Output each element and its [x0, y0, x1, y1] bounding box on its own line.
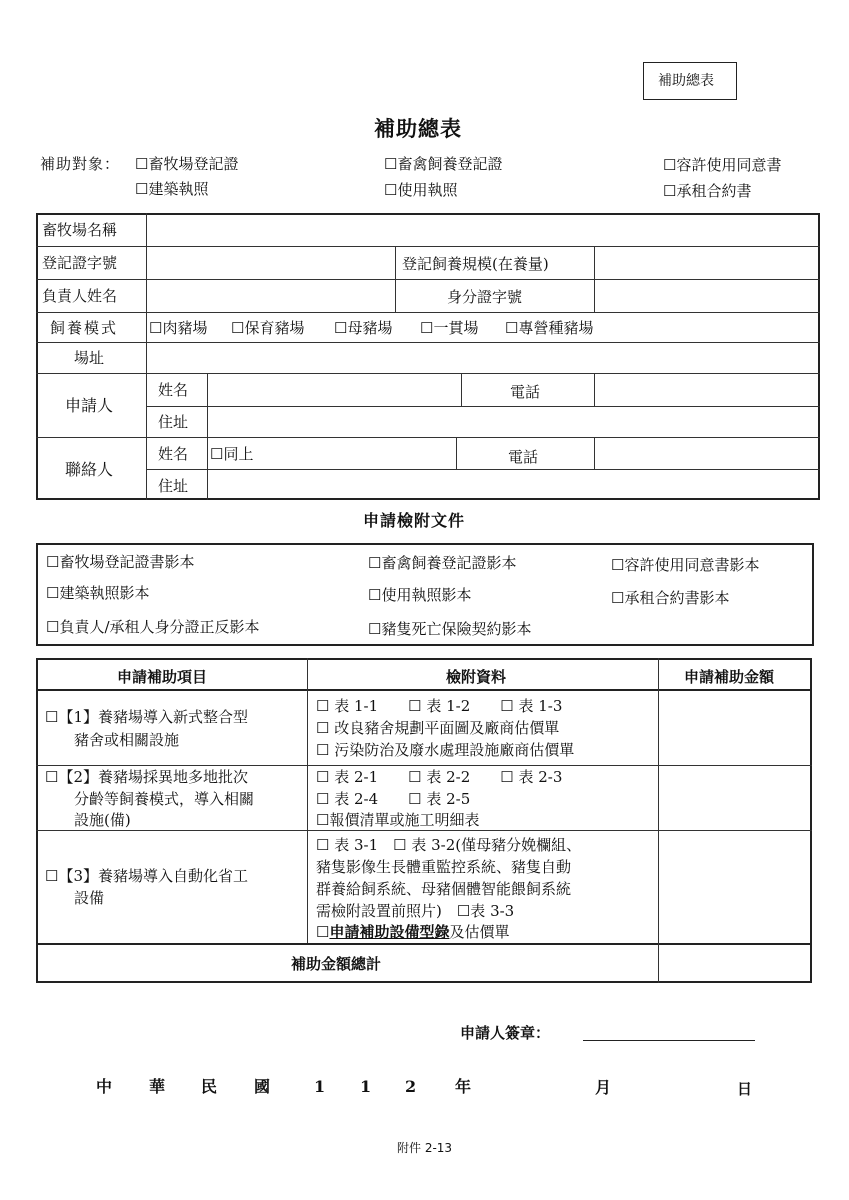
same-as-above-label: 同上	[223, 445, 254, 463]
option-label: 容許使用同意書	[676, 156, 782, 174]
item-text: 【1】養豬場導入新式整合型	[58, 708, 248, 726]
item-text: 【2】養豬場採異地多地批次	[58, 768, 248, 786]
date-char: 華	[149, 1077, 166, 1096]
doc-line[interactable]: ☐ 改良豬舍規劃平面圖及廠商估價單	[316, 719, 560, 737]
contact-phone-label: 電話	[508, 448, 539, 466]
checkbox-attach-farm-cert[interactable]	[46, 553, 194, 571]
id-no-field[interactable]	[596, 281, 818, 311]
owner-label: 負責人姓名	[42, 287, 118, 305]
checkbox-target-use-license[interactable]	[384, 181, 457, 199]
total-label: 補助金額總計	[291, 955, 382, 973]
header-subsidy-item: 申請補助項目	[117, 668, 208, 686]
contact-addr-label: 住址	[158, 477, 189, 495]
mode-option-label: 專營種豬場	[518, 319, 594, 337]
date-day-label: 日	[737, 1080, 753, 1098]
option-label: 畜禽飼養登記證	[397, 155, 503, 173]
form-tag-box	[643, 62, 737, 100]
doc-line[interactable]: ☐ 污染防治及廢水處理設施廠商估價單	[316, 741, 575, 759]
address-label: 場址	[74, 349, 105, 367]
checkbox-mode-breeding[interactable]	[505, 319, 593, 337]
option-label: 畜牧場登記證	[148, 155, 239, 173]
scale-field[interactable]	[596, 248, 818, 278]
doc-line: 豬隻影像生長體重監控系統、豬隻自動	[316, 858, 572, 876]
subsidy-target-label: 補助對象：	[40, 155, 121, 173]
applicant-phone-field[interactable]	[596, 375, 818, 405]
attach-label: 畜牧場登記證書影本	[59, 553, 195, 571]
page-footer: 附件 2-13	[397, 1141, 453, 1155]
mode-label: 飼養模式	[50, 319, 119, 337]
form-tag-label: 補助總表	[658, 73, 714, 89]
applicant-label: 申請人	[65, 396, 114, 415]
scale-label: 登記飼養規模(在養量)	[402, 255, 549, 273]
applicant-name-label: 姓名	[158, 381, 189, 399]
item-text-cont: 分齡等飼養模式，導入相關	[74, 790, 255, 808]
header-subsidy-amount: 申請補助金額	[684, 668, 775, 686]
attachments-heading: 申請檢附文件	[363, 511, 466, 530]
item-text-cont: 設施(備)	[74, 811, 131, 829]
checkbox-same-as-above[interactable]	[210, 445, 253, 463]
attach-label: 負責人/承租人身分證正反影本	[59, 618, 260, 636]
doc-line[interactable]: ☐ 表 2-1 ☐ 表 2-2 ☐ 表 2-3	[316, 768, 563, 786]
checkbox-target-livestock-registration[interactable]	[384, 155, 502, 173]
checkbox-attach-lease[interactable]	[611, 589, 729, 607]
id-no-label: 身分證字號	[447, 288, 523, 306]
farm-name-field[interactable]	[148, 215, 818, 245]
date-char: 國	[254, 1077, 271, 1096]
checkbox-target-building-license[interactable]	[135, 180, 208, 198]
amount-field-3[interactable]	[660, 832, 810, 942]
owner-field[interactable]	[148, 281, 393, 311]
catalog-tail-text: 及估價單	[449, 923, 510, 941]
date-year-label: 年	[455, 1077, 472, 1096]
checkbox-item-1[interactable]	[45, 708, 248, 726]
doc-line-catalog[interactable]: ☐申請補助設備型錄及估價單	[316, 923, 510, 941]
signature-line[interactable]	[583, 1040, 755, 1041]
doc-line[interactable]: ☐ 表 2-4 ☐ 表 2-5	[316, 790, 471, 808]
applicant-addr-field[interactable]	[209, 408, 818, 436]
doc-line: 群養給飼系統、母豬個體智能餵飼系統	[316, 880, 572, 898]
doc-line[interactable]: ☐ 表 3-1 ☐ 表 3-2(僅母豬分娩欄組、	[316, 836, 582, 854]
checkbox-mode-sow[interactable]	[334, 319, 392, 337]
checkbox-attach-livestock-cert[interactable]	[368, 554, 516, 572]
item-text: 【3】養豬場導入自動化省工	[58, 867, 248, 885]
catalog-bold-text: 申請補助設備型錄	[329, 923, 450, 941]
item-text-cont: 設備	[74, 889, 105, 907]
option-label: 使用執照	[397, 181, 458, 199]
mode-option-label: 肉豬場	[162, 319, 208, 337]
header-attached-docs: 檢附資料	[446, 668, 507, 686]
date-year-digit: 1	[314, 1077, 326, 1096]
amount-field-2[interactable]	[660, 767, 810, 829]
checkbox-attach-use-license[interactable]	[368, 586, 471, 604]
attach-label: 承租合約書影本	[624, 589, 730, 607]
attach-label: 建築執照影本	[59, 584, 150, 602]
checkbox-attach-id-copy[interactable]	[46, 618, 260, 636]
attach-label: 使用執照影本	[381, 586, 472, 604]
checkbox-item-2[interactable]	[45, 768, 248, 786]
checkbox-mode-nursery[interactable]	[231, 319, 304, 337]
checkbox-mode-integrated[interactable]	[420, 319, 478, 337]
date-char: 民	[201, 1077, 218, 1096]
date-year-digit: 2	[405, 1077, 417, 1096]
checkbox-attach-permit[interactable]	[611, 556, 759, 574]
date-year-digit: 1	[360, 1077, 372, 1096]
option-label: 建築執照	[148, 180, 209, 198]
date-month-label: 月	[595, 1078, 612, 1097]
reg-no-field[interactable]	[148, 248, 393, 278]
checkbox-target-permit[interactable]	[663, 156, 781, 174]
checkbox-attach-insurance[interactable]	[368, 620, 531, 638]
signature-label: 申請人簽章：	[460, 1024, 551, 1042]
doc-line[interactable]: ☐報價清單或施工明細表	[316, 811, 480, 829]
checkbox-mode-meat[interactable]	[149, 319, 207, 337]
contact-phone-field[interactable]	[596, 439, 818, 468]
option-label: 承租合約書	[676, 182, 752, 200]
contact-name-label: 姓名	[158, 445, 189, 463]
applicant-addr-label: 住址	[158, 413, 189, 431]
page-title: 補助總表	[374, 116, 462, 141]
farm-name-label: 畜牧場名稱	[42, 221, 118, 239]
checkbox-target-lease[interactable]	[663, 182, 751, 200]
applicant-phone-label: 電話	[510, 383, 541, 401]
date-char: 中	[96, 1077, 113, 1096]
checkbox-item-3[interactable]	[45, 867, 248, 885]
contact-label: 聯絡人	[65, 460, 114, 479]
attach-label: 畜禽飼養登記證影本	[381, 554, 517, 572]
doc-line[interactable]: 需檢附設置前照片) ☐表 3-3	[316, 902, 515, 920]
checkbox-attach-building-license[interactable]	[46, 584, 149, 602]
attach-label: 豬隻死亡保險契約影本	[381, 620, 532, 638]
amount-field-1[interactable]	[660, 691, 810, 764]
doc-line[interactable]: ☐ 表 1-1 ☐ 表 1-2 ☐ 表 1-3	[316, 697, 563, 715]
checkbox-target-farm-registration[interactable]	[135, 155, 238, 173]
attach-label: 容許使用同意書影本	[624, 556, 760, 574]
applicant-name-field[interactable]	[209, 375, 459, 405]
item-text-cont: 豬舍或相關設施	[74, 731, 180, 749]
address-field[interactable]	[148, 344, 818, 372]
reg-no-label: 登記證字號	[42, 254, 118, 272]
total-amount-field[interactable]	[660, 945, 810, 981]
mode-option-label: 保育豬場	[244, 319, 305, 337]
contact-addr-field[interactable]	[209, 471, 818, 498]
mode-option-label: 一貫場	[433, 319, 479, 337]
mode-option-label: 母豬場	[347, 319, 393, 337]
